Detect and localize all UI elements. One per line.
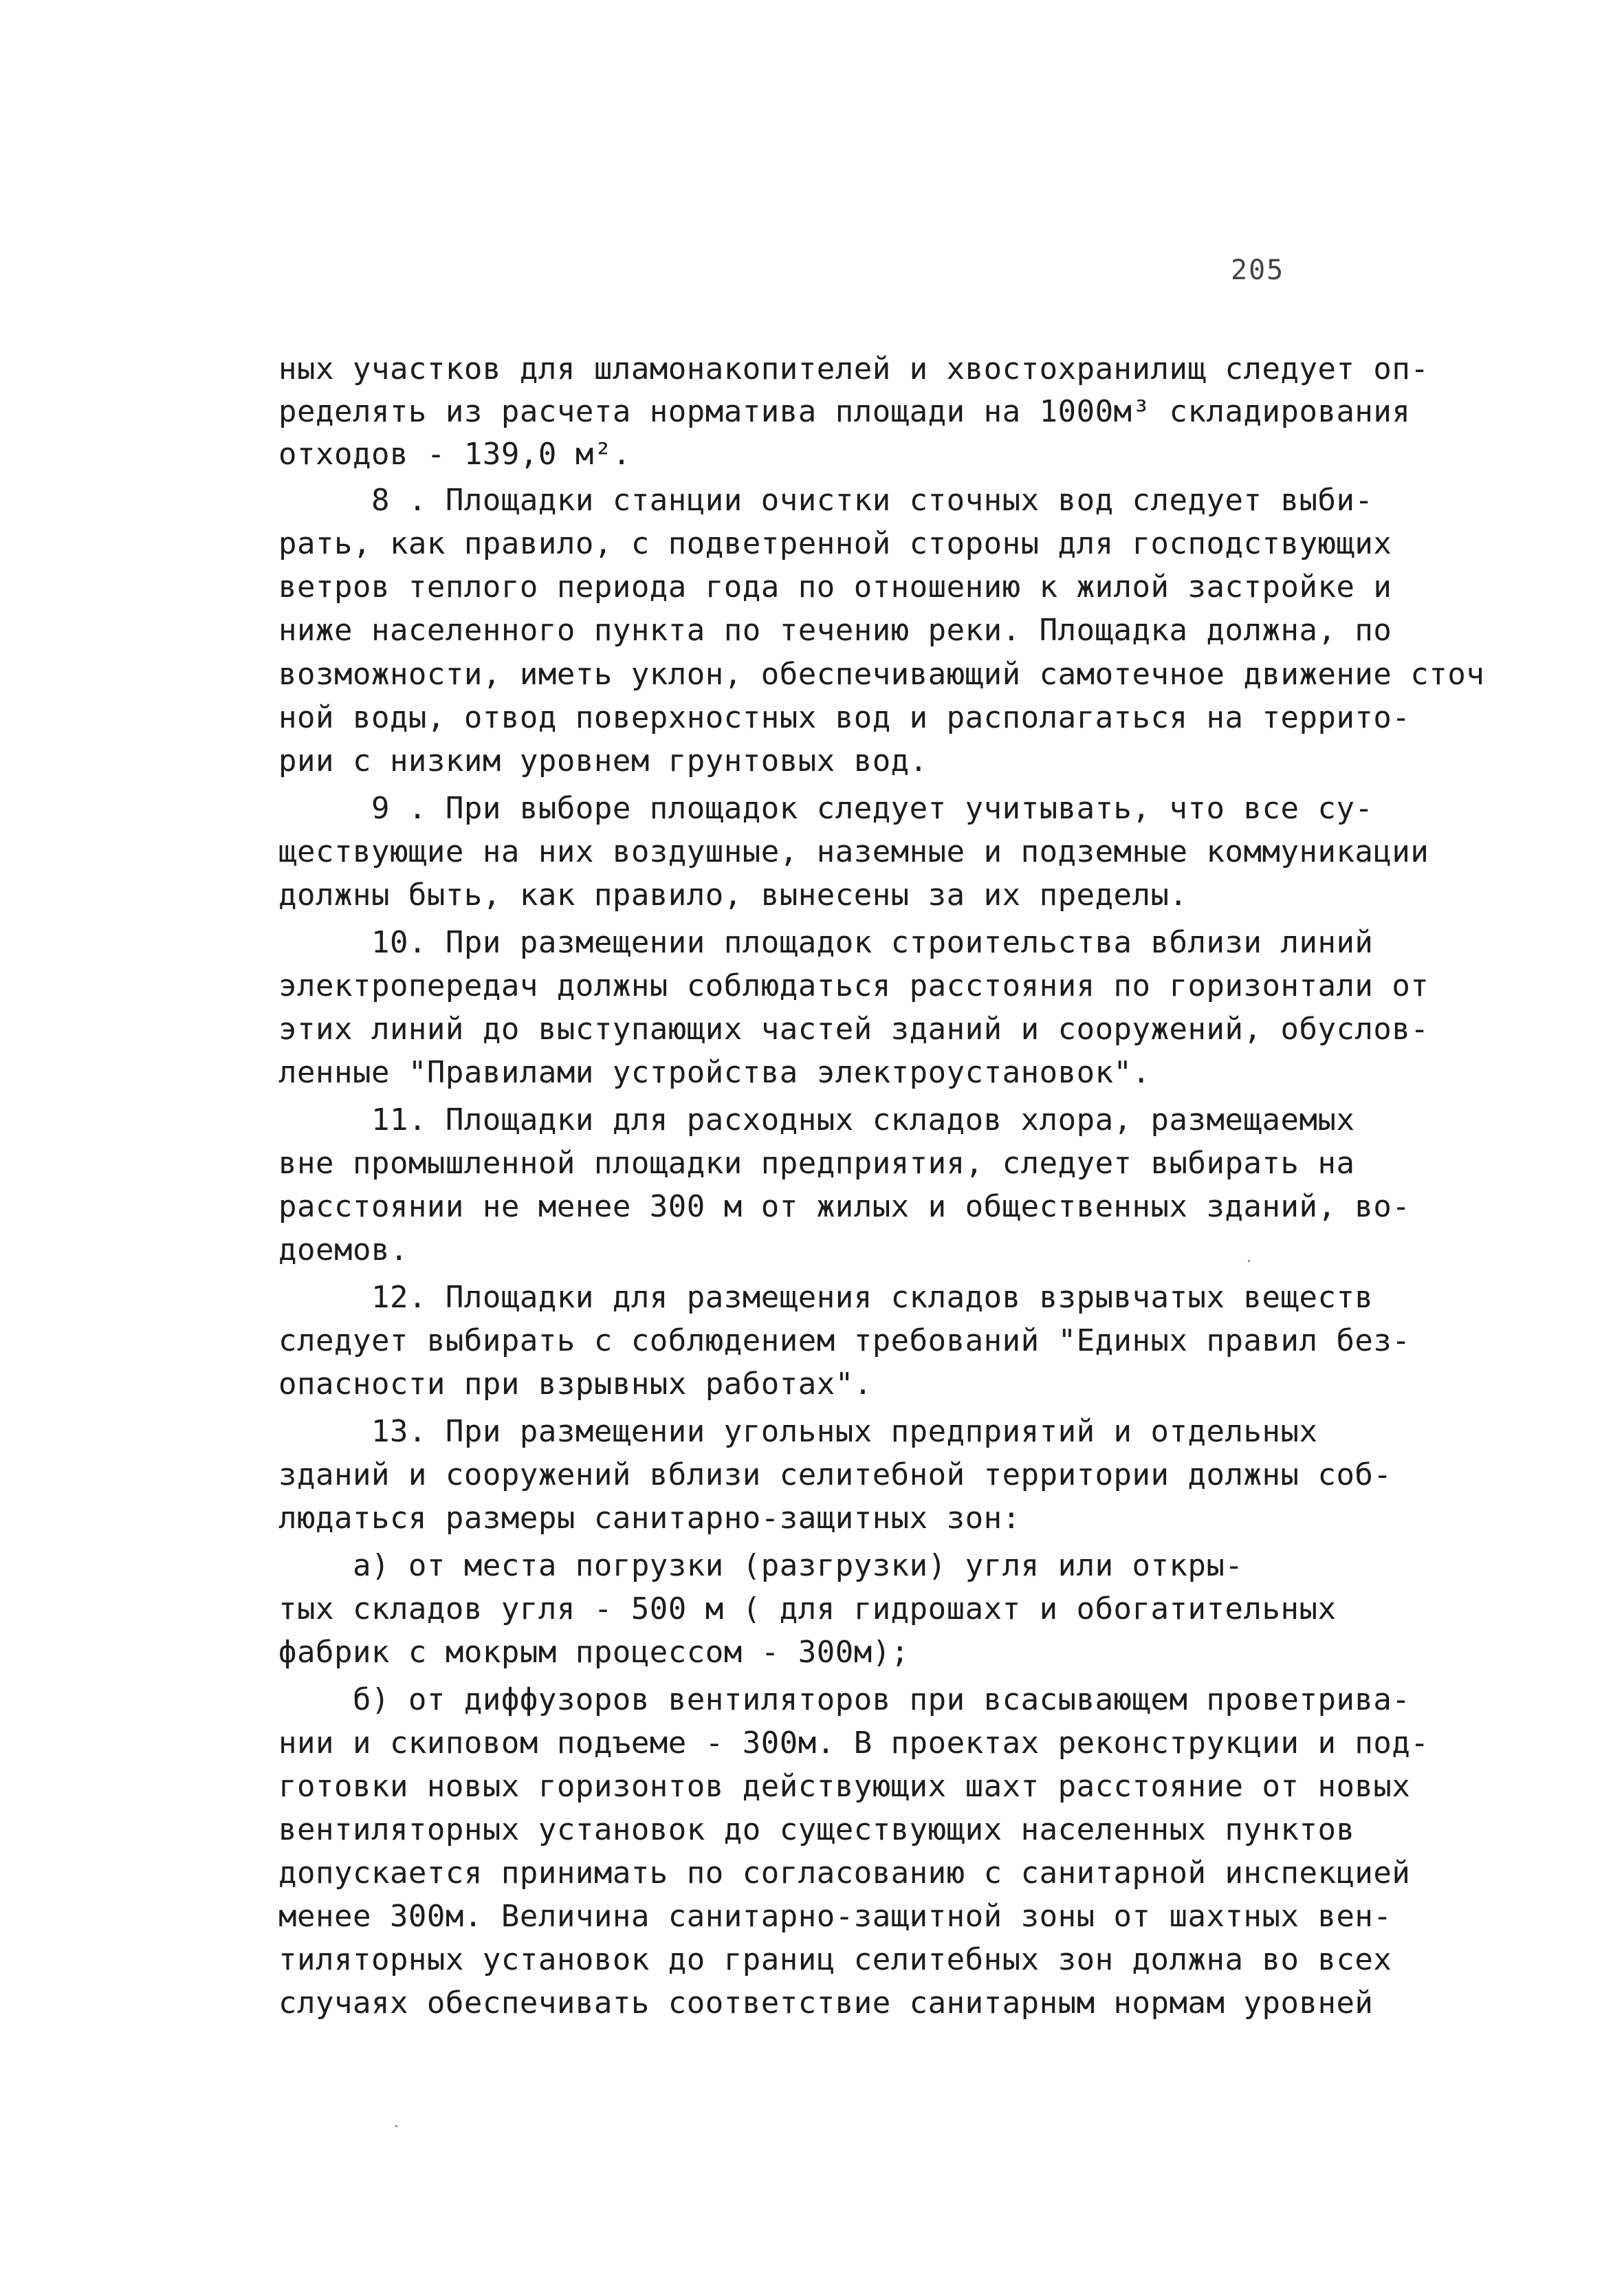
- text-line: отходов - 139,0 м².: [278, 437, 631, 472]
- page-number: 205: [1231, 254, 1285, 286]
- text-line: электропередач должны соблюдаться расстояния по горизонтали от: [278, 968, 1429, 1003]
- text-line: нии и скиповом подъеме - 300м. В проектах реконструкции и под-: [278, 1726, 1429, 1761]
- text-line: б) от диффузоров вентиляторов при всасывающем проветрива-: [278, 1682, 1411, 1717]
- text-line: ниже населенного пункта по течению реки. Площадка должна, по: [278, 613, 1392, 648]
- text-line: ществующие на них воздушные, наземные и подземные коммуникации: [278, 834, 1429, 869]
- text-line: случаях обеспечивать соответствие санитарным нормам уровней: [278, 1985, 1374, 2021]
- text-line: 10. При размещении площадок строительства вблизи линий: [278, 925, 1374, 960]
- text-line: 11. Площадки для расходных складов хлора, размещаемых: [278, 1102, 1355, 1138]
- text-line: расстоянии не менее 300 м от жилых и общественных зданий, во-: [278, 1189, 1411, 1224]
- text-line: тиляторных установок до границ селитебных зон должна во всех: [278, 1942, 1392, 1977]
- scan-speck: [395, 2125, 397, 2127]
- text-line: ленные "Правилами устройства электроустановок".: [278, 1055, 1151, 1090]
- text-line: фабрик с мокрым процессом - 300м);: [278, 1635, 910, 1670]
- text-line: ной воды, отвод поверхностных вод и располагаться на террито-: [278, 700, 1411, 735]
- scan-speck: [1248, 1260, 1250, 1262]
- text-line: опасности при взрывных работах".: [278, 1367, 873, 1402]
- text-line: 12. Площадки для размещения складов взрывчатых веществ: [278, 1280, 1374, 1315]
- text-line: доемов.: [278, 1232, 408, 1267]
- text-line: допускается принимать по согласованию с санитарной инспекцией: [278, 1855, 1411, 1891]
- text-line: 8 . Площадки станции очистки сточных вод следует выби-: [278, 483, 1374, 518]
- text-line: тых складов угля - 500 м ( для гидрошахт и обогатительных: [278, 1591, 1337, 1626]
- text-line: зданий и сооружений вблизи селитебной территории должны соб-: [278, 1457, 1392, 1492]
- text-line: ветров теплого периода года по отношению к жилой застройке и: [278, 569, 1392, 605]
- text-line: возможности, иметь уклон, обеспечивающий самотечное движение сточ: [278, 657, 1485, 692]
- text-line: рии с низким уровнем грунтовых вод.: [278, 743, 928, 779]
- text-line: вне промышленной площадки предприятия, следует выбирать на: [278, 1146, 1355, 1181]
- text-line: готовки новых горизонтов действующих шахт расстояние от новых: [278, 1769, 1411, 1804]
- text-line: должны быть, как правило, вынесены за их пределы.: [278, 878, 1188, 913]
- text-line: ных участков для шламонакопителей и хвостохранилищ следует оп-: [278, 351, 1429, 387]
- text-line: рать, как правило, с подветренной стороны для господствующих: [278, 526, 1392, 561]
- text-line: менее 300м. Величина санитарно-защитной зоны от шахтных вен-: [278, 1899, 1392, 1934]
- text-line: вентиляторных установок до существующих населенных пунктов: [278, 1812, 1355, 1847]
- text-line: этих линий до выступающих частей зданий и сооружений, обуслов-: [278, 1012, 1429, 1047]
- text-line: а) от места погрузки (разгрузки) угля или откры-: [278, 1548, 1244, 1583]
- text-line: следует выбирать с соблюдением требований "Единых правил без-: [278, 1323, 1411, 1358]
- text-line: 9 . При выборе площадок следует учитывать, что все су-: [278, 791, 1374, 826]
- text-line: ределять из расчета норматива площади на 1000м³ складирования: [278, 394, 1411, 429]
- text-line: 13. При размещении угольных предприятий и отдельных: [278, 1414, 1318, 1449]
- text-line: людаться размеры санитарно-защитных зон:: [278, 1501, 1021, 1536]
